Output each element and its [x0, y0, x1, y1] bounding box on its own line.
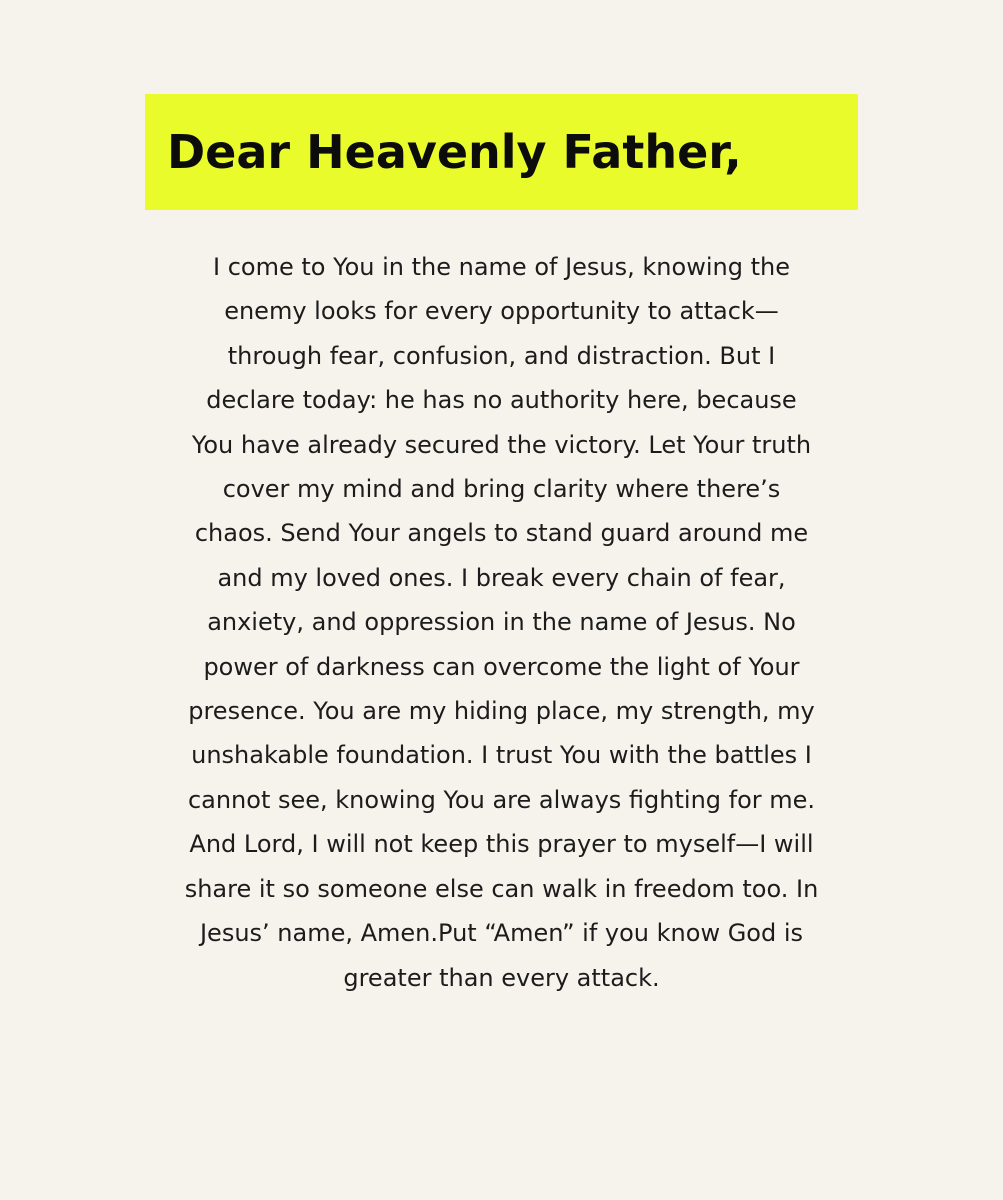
prayer-line: I come to You in the name of Jesus, knowing the — [213, 253, 790, 281]
prayer-line: cannot see, knowing You are always fighting for me. — [187, 785, 816, 814]
prayer-line: presence. You are my hiding place, my strength, my — [188, 697, 815, 726]
prayer-line: through fear, confusion, and distraction. But I — [227, 341, 776, 370]
prayer-line: You have already secured the victory. Let Your truth — [191, 430, 812, 459]
prayer-line: unshakable foundation. I trust You with the battles I — [191, 741, 812, 770]
prayer-line: cover my mind and bring clarity where there’s — [222, 475, 781, 504]
prayer-line: share it so someone else can walk in freedom too. In — [184, 874, 819, 903]
prayer-line: Jesus’ name, Amen.Put “Amen” if you know God is — [199, 919, 804, 948]
prayer-line: enemy looks for every opportunity to attack— — [224, 297, 779, 326]
prayer-line: chaos. Send Your angels to stand guard around me — [194, 519, 809, 548]
prayer-line: power of darkness can overcome the light of Your — [203, 652, 800, 681]
prayer-text — [80, 245, 923, 1000]
prayer-line: and my loved ones. I break every chain of fear, — [217, 563, 786, 592]
prayer-line: anxiety, and oppression in the name of Jesus. No — [207, 608, 796, 637]
prayer-line: greater than every attack. — [343, 963, 660, 992]
prayer-line: And Lord, I will not keep this prayer to myself—I will — [189, 830, 814, 859]
page-title: Dear Heavenly Father, — [167, 125, 742, 179]
prayer-line: declare today: he has no authority here, because — [206, 386, 797, 415]
title-highlight-box — [145, 94, 858, 210]
